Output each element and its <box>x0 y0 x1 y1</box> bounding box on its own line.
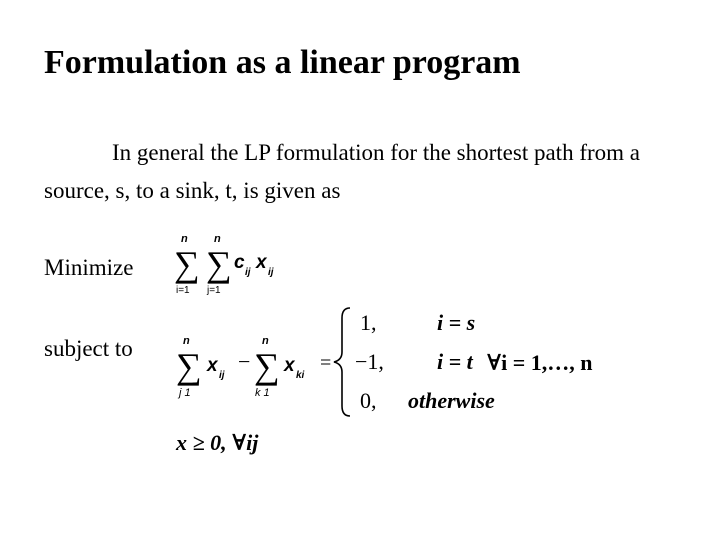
cost-coef: c <box>234 252 245 273</box>
sum-j-upper: n <box>214 233 221 245</box>
sum2-upper: n <box>262 335 269 347</box>
sum-i-symbol: ∑ <box>174 244 200 284</box>
var1-sub: ij <box>219 370 225 381</box>
sum-i-lower: i=1 <box>176 285 190 296</box>
case-3-value: 0, <box>360 388 377 413</box>
sum1-lower: j 1 <box>179 387 191 399</box>
obj-var: x <box>256 252 267 273</box>
var1: x <box>207 355 218 376</box>
cases-brace <box>334 308 350 416</box>
objective-function <box>174 233 274 296</box>
case-2-value: −1, <box>355 349 384 374</box>
case-3-condition: otherwise <box>408 388 495 413</box>
sum2-lower: k 1 <box>255 387 270 399</box>
case-1-value: 1, <box>360 310 377 335</box>
var2-sub: ki <box>296 370 305 381</box>
case-2-condition: i = t <box>437 349 473 374</box>
minimize-label: Minimize <box>44 255 134 280</box>
sum-j-symbol: ∑ <box>206 244 232 284</box>
slide-title: Formulation as a linear program <box>44 44 521 81</box>
sum-i-upper: n <box>181 233 188 245</box>
nonnegativity-constraint: x ≥ 0, ∀ij <box>176 430 259 455</box>
sum1-symbol: ∑ <box>176 346 202 386</box>
cost-coef-sub: ij <box>245 267 251 278</box>
subject-to-label: subject to <box>44 336 133 361</box>
intro-text: In general the LP formulation for the shortest path from a source, s, to a sink, t, is given as <box>44 140 640 203</box>
for-all-quantifier: ∀i = 1,…, n <box>487 350 593 375</box>
sum2-symbol: ∑ <box>254 346 280 386</box>
case-1-condition: i = s <box>437 310 476 335</box>
flow-constraint <box>176 308 593 416</box>
sum1-upper: n <box>183 335 190 347</box>
var2: x <box>284 355 295 376</box>
obj-var-sub: ij <box>268 267 274 278</box>
sum-j-lower: j=1 <box>207 285 221 296</box>
equals-sign: = <box>320 352 332 374</box>
minus-sign: − <box>238 349 251 374</box>
